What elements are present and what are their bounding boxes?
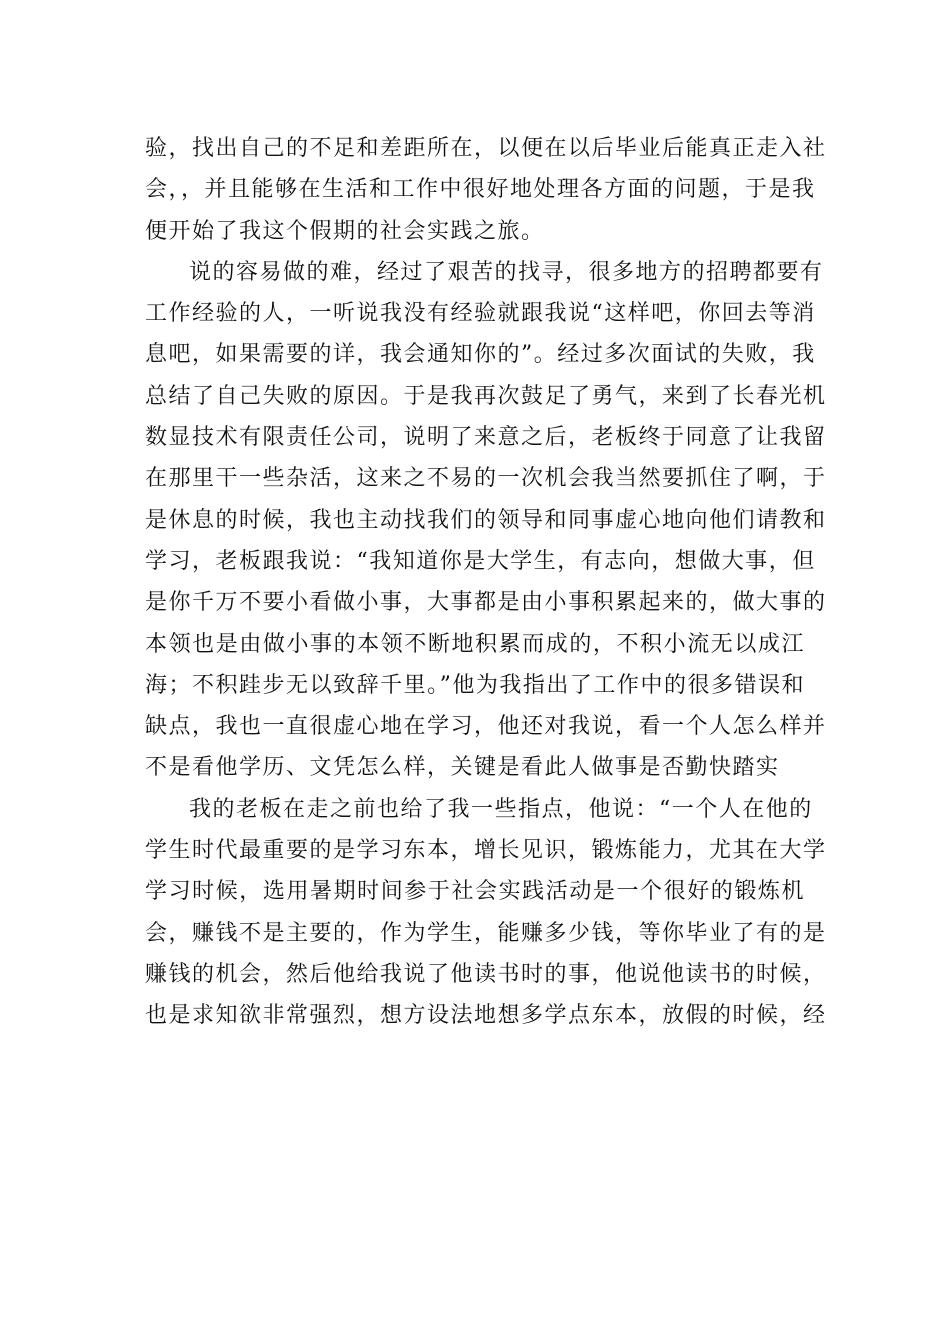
- paragraph-first-line: 我的老板在走之前也给了我一些指点，他说：“一个人在他的: [189, 796, 813, 822]
- text-line: 是休息的时候，我也主动找我们的领导和同事虚心地向他们请教和: [145, 507, 827, 533]
- text-line: 赚钱的机会，然后他给我说了他读书时的事，他说他读书的时候，: [145, 961, 827, 987]
- text-line: 缺点，我也一直很虚心地在学习，他还对我说，看一个人怎么样并: [145, 714, 827, 740]
- text-line: 本领也是由做小事的本领不断地积累而成的，不积小流无以成江: [145, 631, 805, 657]
- text-line: 学习时候，选用暑期时间参于社会实践活动是一个很好的锻炼机: [145, 879, 805, 905]
- text-line: 总结了自己失败的原因。于是我再次鼓足了勇气，来到了长春光机: [145, 383, 827, 409]
- text-line: 海；不积跬步无以致辞千里。”他为我指出了工作中的很多错误和: [145, 672, 805, 698]
- text-line: 会，，并且能够在生活和工作中很好地处理各方面的问题，于是我: [145, 177, 816, 203]
- text-line: 工作经验的人，一听说我没有经验就跟我说“这样吧，你回去等消: [145, 301, 816, 327]
- text-line: 便开始了我这个假期的社会实践之旅。: [145, 218, 545, 244]
- paragraph-first-line: 说的容易做的难，经过了艰苦的找寻，很多地方的招聘都要有: [189, 259, 824, 285]
- text-line: 也是求知欲非常强烈，想方设法地想多学点东本，放假的时候，经: [145, 1003, 827, 1029]
- body-text: [145, 128, 827, 1037]
- text-line: 学生时代最重要的是学习东本，增长见识，锻炼能力，尤其在大学: [145, 838, 827, 864]
- text-line: 会，赚钱不是主要的，作为学生，能赚多少钱，等你毕业了有的是: [145, 920, 827, 946]
- text-line: 验，找出自己的不足和差距所在，以便在以后毕业后能真正走入社: [145, 136, 827, 161]
- text-line: 息吧，如果需要的详，我会通知你的”。经过多次面试的失败，我: [145, 342, 816, 368]
- text-line: 不是看他学历、文凭怎么样，关键是看此人做事是否勤快踏实: [145, 755, 780, 781]
- text-line: 学习，老板跟我说：“我知道你是大学生，有志向，想做大事，但: [145, 548, 816, 574]
- text-line: 数显技术有限责任公司，说明了来意之后，老板终于同意了让我留: [145, 425, 827, 451]
- text-line: 是你千万不要小看做小事，大事都是由小事积累起来的，做大事的: [145, 590, 827, 616]
- text-line: 在那里干一些杂活，这来之不易的一次机会我当然要抓住了啊，于: [145, 466, 827, 492]
